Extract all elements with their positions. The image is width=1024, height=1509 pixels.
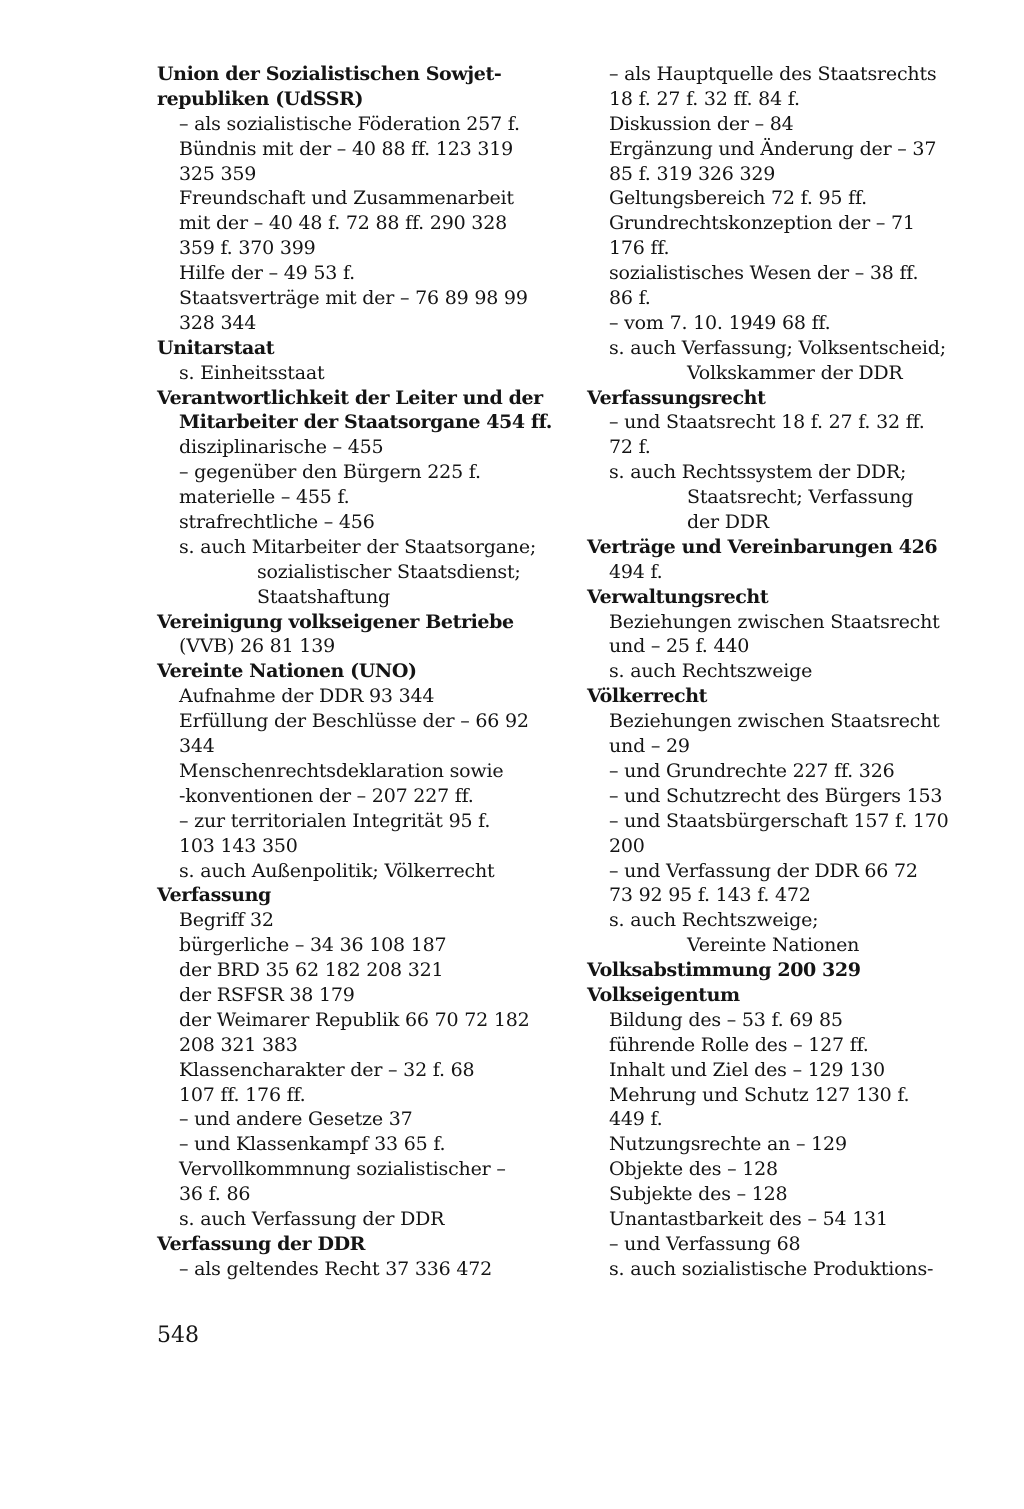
index-entry: der RSFSR 38 179 xyxy=(179,983,355,1006)
index-entry: Hilfe der – 49 53 f. xyxy=(179,262,355,285)
index-entry: 72 f. xyxy=(609,436,651,459)
index-entry: und – 25 f. 440 xyxy=(609,635,750,658)
index-entry: Diskussion der – 84 xyxy=(609,112,794,135)
index-entry: Bildung des – 53 f. 69 85 xyxy=(609,1008,843,1031)
index-entry: Vervollkommnung sozialistischer – xyxy=(179,1158,506,1181)
index-entry: Objekte des – 128 xyxy=(609,1158,778,1181)
index-entry: Menschenrechtsdeklaration sowie xyxy=(179,759,504,782)
index-entry: 73 92 95 f. 143 f. 472 xyxy=(609,884,811,907)
index-entry: Inhalt und Ziel des – 129 130 xyxy=(609,1058,885,1081)
index-entry: – und Grundrechte 227 ff. 326 xyxy=(609,759,895,782)
index-column-left xyxy=(157,62,577,1282)
index-entry: 200 xyxy=(609,834,645,857)
index-entry: bürgerliche – 34 36 108 187 xyxy=(179,934,447,957)
index-entry: 449 f. xyxy=(609,1108,663,1131)
index-entry: Beziehungen zwischen Staatsrecht xyxy=(609,610,940,633)
index-heading: republiken (UdSSR) xyxy=(157,87,364,110)
index-entry: s. auch Verfassung; Volksentscheid; xyxy=(609,336,946,359)
index-entry: s. Einheitsstaat xyxy=(179,361,325,384)
index-heading: Union der Sozialistischen Sowjet- xyxy=(157,63,502,85)
index-entry: 494 f. xyxy=(609,560,663,583)
index-entry: 18 f. 27 f. 32 ff. 84 f. xyxy=(609,87,800,110)
index-entry: s. auch sozialistische Produktions- xyxy=(609,1257,934,1280)
index-entry: s. auch Außenpolitik; Völkerrecht xyxy=(179,859,495,882)
index-entry: – als Hauptquelle des Staatsrechts xyxy=(609,63,937,85)
index-heading: Verfassungsrecht xyxy=(587,386,766,409)
index-entry: Klassencharakter der – 32 f. 68 xyxy=(179,1058,475,1081)
index-entry: Aufnahme der DDR 93 344 xyxy=(179,685,435,708)
index-entry: Staatsrecht; Verfassung xyxy=(687,486,914,509)
index-entry: – vom 7. 10. 1949 68 ff. xyxy=(609,311,831,334)
index-entry: 328 344 xyxy=(179,311,257,334)
index-heading: Verantwortlichkeit der Leiter und der xyxy=(157,386,543,409)
index-entry: – als sozialistische Föderation 257 f. xyxy=(179,112,520,135)
index-entry: Erfüllung der Beschlüsse der – 66 92 xyxy=(179,710,529,733)
index-entry: Staatshaftung xyxy=(257,585,390,608)
index-entry: Vereinte Nationen xyxy=(687,934,860,957)
index-entry: strafrechtliche – 456 xyxy=(179,511,375,534)
index-entry: Unantastbarkeit des – 54 131 xyxy=(609,1207,888,1230)
index-heading: Verträge und Vereinbarungen 426 xyxy=(587,535,938,558)
index-entry: Grundrechtskonzeption der – 71 xyxy=(609,212,915,235)
index-entry: der Weimarer Republik 66 70 72 182 xyxy=(179,1008,530,1031)
index-entry: Beziehungen zwischen Staatsrecht xyxy=(609,710,940,733)
index-column-right xyxy=(587,62,1007,1282)
index-heading: Unitarstaat xyxy=(157,336,275,359)
index-entry: sozialistischer Staatsdienst; xyxy=(257,560,521,583)
index-entry: und – 29 xyxy=(609,735,690,758)
index-entry: s. auch Rechtszweige; xyxy=(609,909,819,932)
index-entry: – und Staatsbürgerschaft 157 f. 170 xyxy=(609,809,949,832)
index-entry: Bündnis mit der – 40 88 ff. 123 319 xyxy=(179,137,514,160)
index-entry: s. auch Rechtszweige xyxy=(609,660,813,683)
index-entry: (VVB) 26 81 139 xyxy=(179,635,335,658)
index-entry: s. auch Mitarbeiter der Staatsorgane; xyxy=(179,535,537,558)
index-entry: s. auch Verfassung der DDR xyxy=(179,1207,445,1230)
index-entry: 208 321 383 xyxy=(179,1033,298,1056)
index-entry: – gegenüber den Bürgern 225 f. xyxy=(179,461,481,484)
index-entry: Volkskammer der DDR xyxy=(687,361,903,384)
index-entry: – und Verfassung 68 xyxy=(609,1232,801,1255)
index-entry: disziplinarische – 455 xyxy=(179,436,384,459)
index-heading: Volksabstimmung 200 329 xyxy=(587,959,861,982)
index-heading: Verfassung der DDR xyxy=(157,1232,366,1255)
index-entry: Freundschaft und Zusammenarbeit xyxy=(179,187,514,210)
index-entry: Staatsverträge mit der – 76 89 98 99 xyxy=(179,287,528,310)
index-heading: Verfassung xyxy=(157,884,271,907)
index-entry: 36 f. 86 xyxy=(179,1183,251,1206)
index-heading: Völkerrecht xyxy=(587,685,708,708)
index-entry: 103 143 350 xyxy=(179,834,298,857)
index-heading: Vereinigung volkseigener Betriebe xyxy=(157,610,514,633)
index-entry: s. auch Rechtssystem der DDR; xyxy=(609,461,907,484)
index-entry: der BRD 35 62 182 208 321 xyxy=(179,959,444,982)
index-entry: – und Klassenkampf 33 65 f. xyxy=(179,1133,446,1156)
index-entry: der DDR xyxy=(687,511,769,534)
index-entry: führende Rolle des – 127 ff. xyxy=(609,1033,869,1056)
index-entry: Nutzungsrechte an – 129 xyxy=(609,1133,847,1156)
index-entry: – und Staatsrecht 18 f. 27 f. 32 ff. xyxy=(609,411,925,434)
index-heading: Volkseigentum xyxy=(587,983,740,1006)
index-entry: 86 f. xyxy=(609,287,651,310)
index-entry: 344 xyxy=(179,735,215,758)
index-entry: mit der – 40 48 f. 72 88 ff. 290 328 xyxy=(179,212,507,235)
index-entry: Mehrung und Schutz 127 130 f. xyxy=(609,1083,910,1106)
index-entry: -konventionen der – 207 227 ff. xyxy=(179,784,474,807)
index-entry: sozialistisches Wesen der – 38 ff. xyxy=(609,262,919,285)
index-entry: Subjekte des – 128 xyxy=(609,1183,788,1206)
index-entry: materielle – 455 f. xyxy=(179,486,350,509)
index-entry: Geltungsbereich 72 f. 95 ff. xyxy=(609,187,867,210)
index-entry: – zur territorialen Integrität 95 f. xyxy=(179,809,491,832)
index-entry: – und Schutzrecht des Bürgers 153 xyxy=(609,784,943,807)
index-entry: – und Verfassung der DDR 66 72 xyxy=(609,859,918,882)
index-heading: Vereinte Nationen (UNO) xyxy=(157,660,417,683)
index-entry: Ergänzung und Änderung der – 37 xyxy=(609,137,937,160)
index-heading: Mitarbeiter der Staatsorgane 454 ff. xyxy=(179,411,552,434)
index-entry: 325 359 xyxy=(179,162,257,185)
index-entry: – als geltendes Recht 37 336 472 xyxy=(179,1257,493,1280)
index-heading: Verwaltungsrecht xyxy=(587,585,769,608)
index-entry: 85 f. 319 326 329 xyxy=(609,162,776,185)
index-entry: 359 f. 370 399 xyxy=(179,237,316,260)
page-number: 548 xyxy=(157,1323,199,1348)
index-entry: 176 ff. xyxy=(609,237,670,260)
index-entry: Begriff 32 xyxy=(179,909,274,932)
index-entry: 107 ff. 176 ff. xyxy=(179,1083,306,1106)
index-entry: – und andere Gesetze 37 xyxy=(179,1108,413,1131)
